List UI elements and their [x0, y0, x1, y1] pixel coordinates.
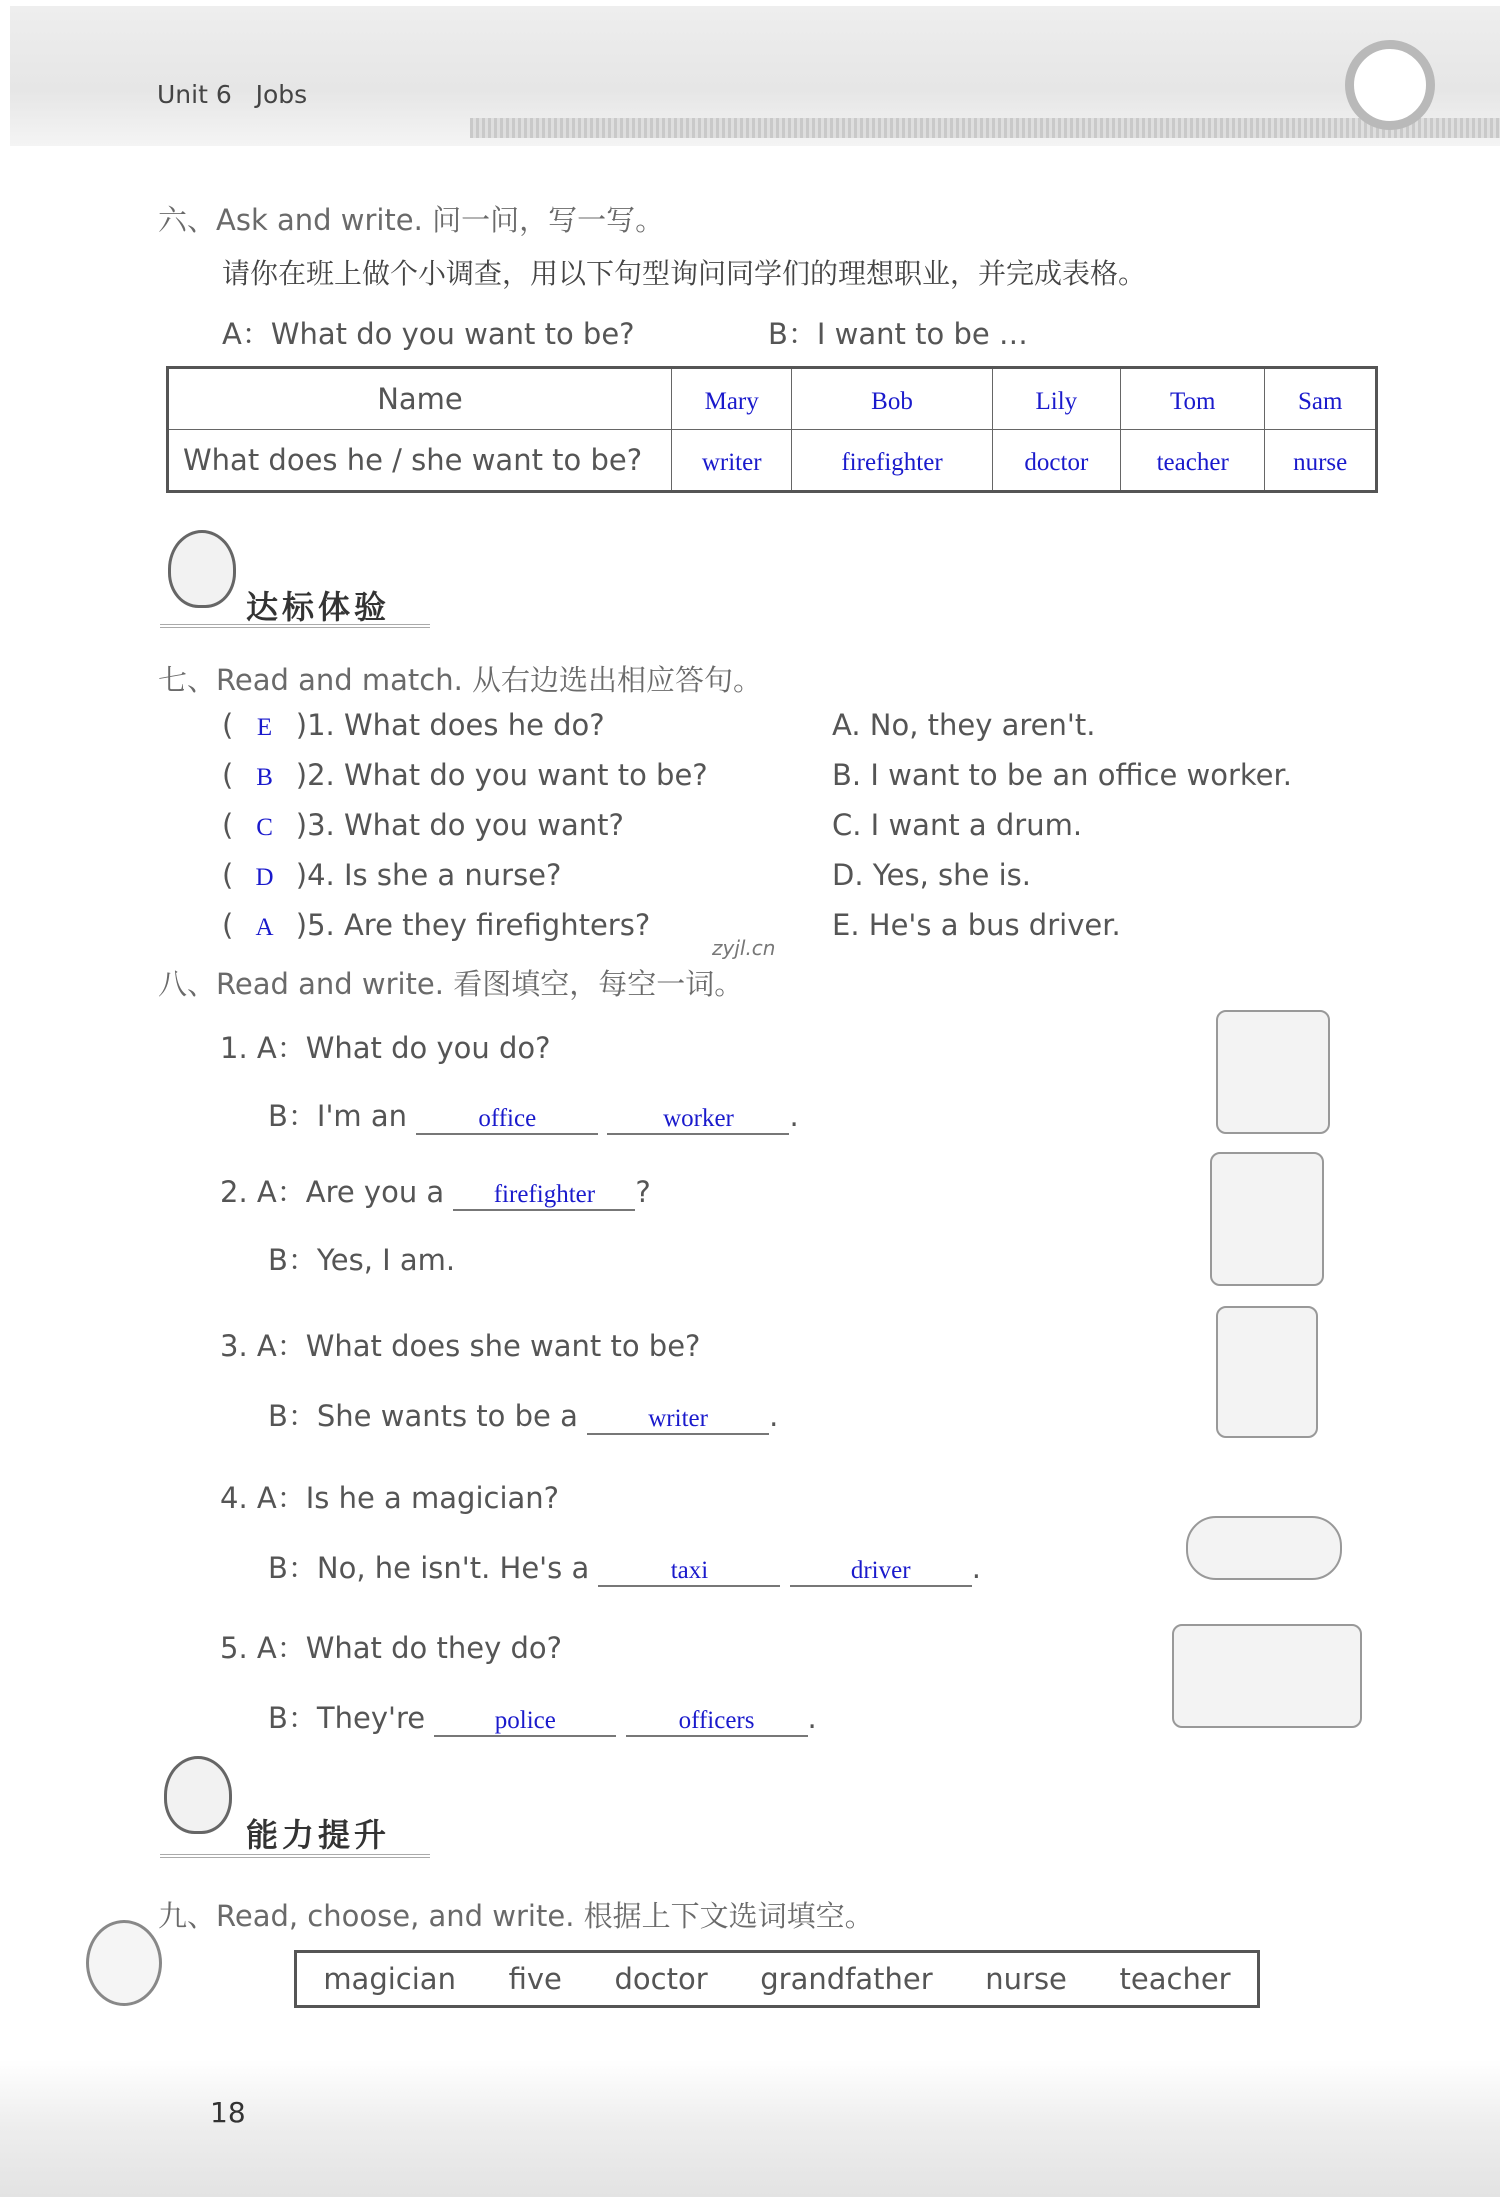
item2-answer-line: B：Yes, I am. [268, 1243, 456, 1277]
match-option: B. I want to be an office worker. [832, 758, 1292, 792]
item1-answer-line: B：I'm an office worker . [268, 1099, 799, 1133]
table-row [168, 368, 1377, 430]
item3-answer-line: B：She wants to be a writer . [268, 1399, 779, 1433]
word-option: nurse [985, 1962, 1067, 1996]
section6-prompt-b: B：I want to be … [768, 317, 1028, 351]
section6-prompt-a: A：What do you want to be? [222, 317, 635, 351]
match-question: ( E )1. What does he do? [222, 708, 605, 742]
section7-title: 七、Read and match. 从右边选出相应答句。 [158, 663, 763, 697]
section6-instruction: 请你在班上做个小调查，用以下句型询问同学们的理想职业，并完成表格。 [222, 257, 1147, 290]
section9-title: 九、Read, choose, and write. 根据上下文选词填空。 [158, 1899, 874, 1933]
match-question: ( A )5. Are they firefighters? [222, 908, 651, 942]
table-cell-job: firefighter [792, 430, 992, 492]
unit-title: Jobs [255, 80, 308, 109]
match-option: E. He's a bus driver. [832, 908, 1121, 942]
match-option: D. Yes, she is. [832, 858, 1031, 892]
table-cell-name: Mary [672, 368, 792, 430]
item2-question: 2. A：Are you a firefighter ? [220, 1175, 651, 1209]
word-option: five [508, 1962, 562, 1996]
firefighter-image [1210, 1152, 1324, 1286]
item5-question: 5. A：What do they do? [220, 1631, 563, 1665]
table-row [168, 430, 1377, 492]
unit-label: Unit 6 [157, 80, 232, 109]
table-cell-name: Lily [992, 368, 1120, 430]
section8-title: 八、Read and write. 看图填空，每空一词。 [158, 967, 744, 1001]
girl-character-icon [86, 1920, 162, 2006]
table-cell-name: Sam [1265, 368, 1377, 430]
writer-image [1216, 1306, 1318, 1438]
word-option: doctor [614, 1962, 708, 1996]
word-option: magician [323, 1962, 456, 1996]
page-number: 18 [210, 2096, 246, 2129]
match-option: C. I want a drum. [832, 808, 1083, 842]
table-cell-job: nurse [1265, 430, 1377, 492]
header-stripe [470, 118, 1500, 138]
match-question: ( B )2. What do you want to be? [222, 758, 708, 792]
word-option: teacher [1119, 1962, 1231, 1996]
item1-question: 1. A：What do you do? [220, 1031, 551, 1065]
police-officers-image [1172, 1624, 1362, 1728]
section6-title: 六、Ask and write. 问一问，写一写。 [158, 203, 665, 237]
table-cell-name: Tom [1121, 368, 1265, 430]
header-ring-decoration [1345, 40, 1435, 130]
header-unit-title [157, 80, 307, 109]
name-header: Name [168, 368, 672, 430]
match-option: A. No, they aren't. [832, 708, 1096, 742]
banner-label: 达标体验 [246, 588, 391, 626]
table-cell-job: teacher [1121, 430, 1265, 492]
item4-answer-line: B：No, he isn't. He's a taxi driver . [268, 1551, 981, 1585]
word-box [294, 1950, 1260, 2008]
table-cell-job: doctor [992, 430, 1120, 492]
item5-answer-line: B：They're police officers . [268, 1701, 817, 1735]
word-option: grandfather [760, 1962, 933, 1996]
match-question: ( C )3. What do you want? [222, 808, 624, 842]
item3-question: 3. A：What does she want to be? [220, 1329, 701, 1363]
table-cell-job: writer [672, 430, 792, 492]
question-header: What does he / she want to be? [168, 430, 672, 492]
banner-label: 能力提升 [246, 1816, 391, 1854]
item4-question: 4. A：Is he a magician? [220, 1481, 560, 1515]
watermark: zyjl.cn [712, 936, 776, 960]
taxi-image [1186, 1516, 1342, 1580]
table-cell-name: Bob [792, 368, 992, 430]
match-question: ( D )4. Is she a nurse? [222, 858, 562, 892]
office-worker-image [1216, 1010, 1330, 1134]
survey-table [166, 366, 1378, 493]
